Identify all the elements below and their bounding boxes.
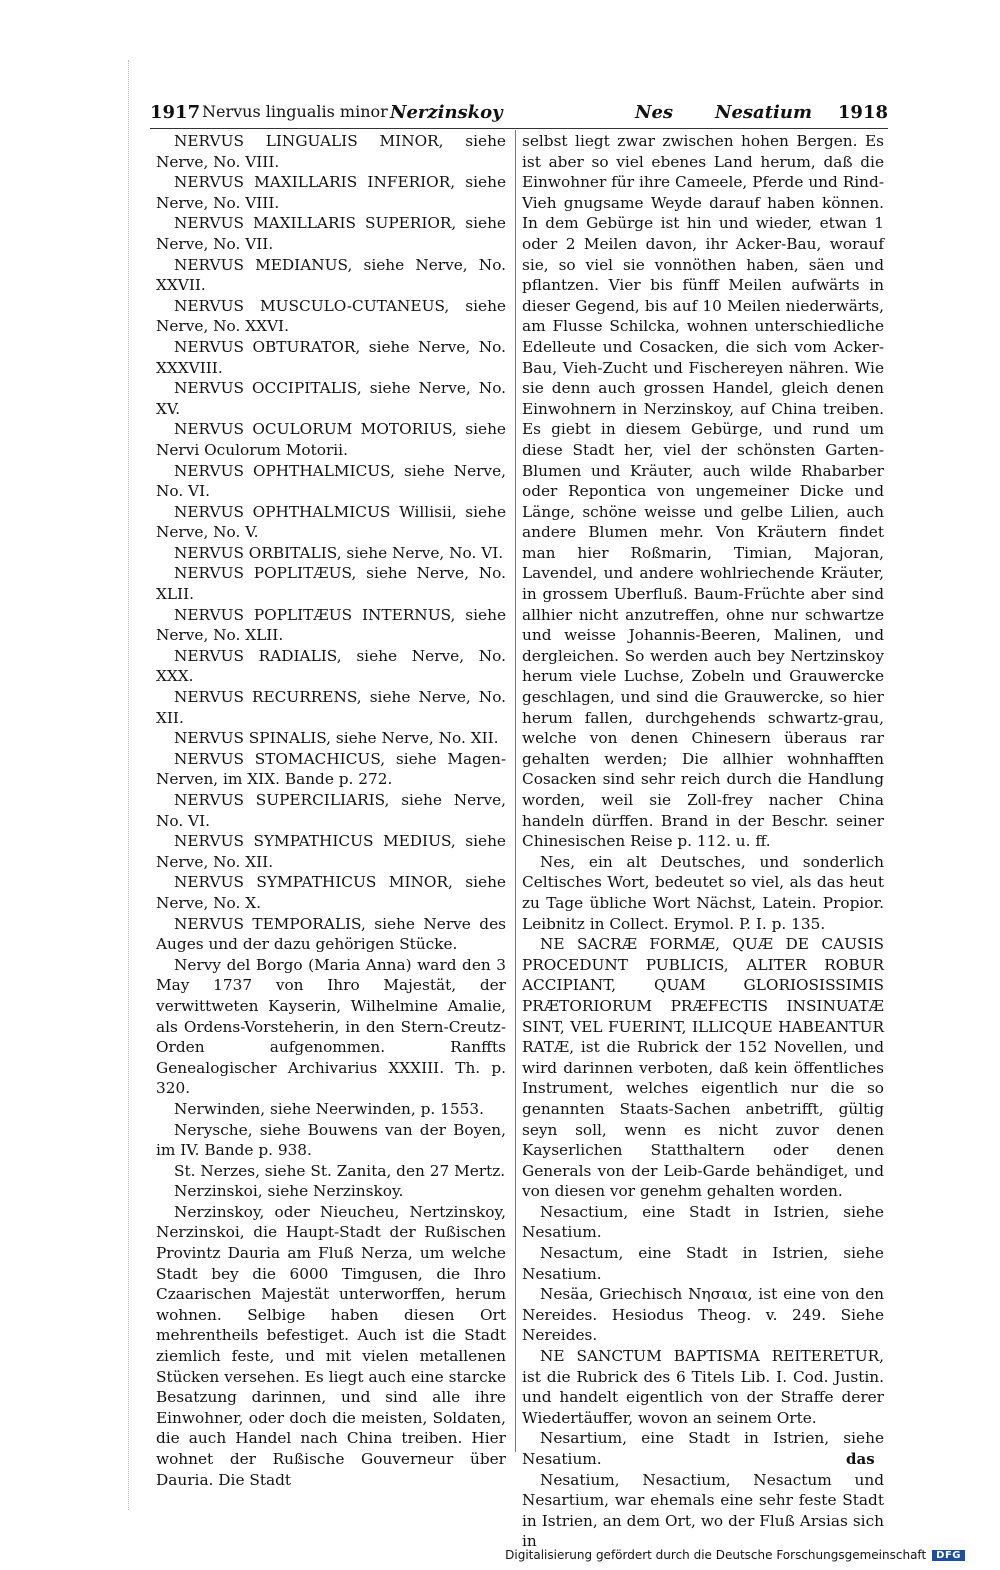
left-column bbox=[156, 131, 506, 1490]
entry: Nesartium, eine Stadt in Istrien, siehe Nesatium. bbox=[522, 1429, 884, 1468]
right-headword: Nes bbox=[635, 102, 674, 123]
left-headword: Nerzinskoy bbox=[390, 102, 503, 123]
entry: Nerzinskoi, siehe Nerzinskoy. bbox=[174, 1182, 404, 1201]
page-header bbox=[150, 102, 888, 130]
entry: Nesactium, eine Stadt in Istrien, siehe Nesatium. bbox=[522, 1202, 884, 1242]
entry: NERVUS POPLITÆUS, siehe Nerve, No. XLII. bbox=[156, 564, 506, 604]
entry: NERVUS OCULORUM MOTORIUS, siehe Nervi Oculorum Motorii. bbox=[156, 420, 506, 459]
entry: NERVUS MEDIANUS, siehe Nerve, No. XXVII. bbox=[156, 255, 506, 295]
right-column bbox=[522, 131, 884, 1552]
catchword: das bbox=[846, 1450, 875, 1468]
entry: NERVUS ORBITALIS, siehe Nerve, No. VI. bbox=[174, 543, 504, 562]
entry: St. Nerzes, siehe St. Zanita, den 27 Mertz. bbox=[174, 1161, 506, 1180]
footer-text: Digitalisierung gefördert durch die Deutsche Forschungsgemeinschaft bbox=[505, 1548, 927, 1562]
entry: Nesactum, eine Stadt in Istrien, siehe Nesatium. bbox=[522, 1244, 884, 1283]
left-running-title: Nervus lingualis minor bbox=[202, 102, 388, 121]
entry: NERVUS MUSCULO-CUTANEUS, siehe Nerve, No. XXVI. bbox=[156, 296, 506, 336]
entry: NERVUS SUPERCILIARIS, siehe Nerve, No. VI. bbox=[156, 791, 506, 830]
entry: NERVUS TEMPORALIS, siehe Nerve des Auges und der dazu gehörigen Stücke. bbox=[156, 914, 506, 954]
entry: NERVUS STOMACHICUS, siehe Magen-Nerven, im XIX. Bande p. 272. bbox=[156, 749, 506, 789]
entry: NERVUS OBTURATOR, siehe Nerve, No. XXXVIII. bbox=[156, 337, 506, 377]
entry: Nerwinden, siehe Neerwinden, p. 1553. bbox=[174, 1099, 484, 1118]
entry: NERVUS OCCIPITALIS, siehe Nerve, No. XV. bbox=[156, 379, 506, 418]
entry: Nervy del Borgo (Maria Anna) ward den 3 May 1737 von Ihro Majestät, der verwittweten Kayserin, Wilhelmine Amalie, als Ordens-Vorsteherin, in den Stern-Creutz-Orden aufgenommen. Ranffts Genealogischer Archivarius XXXIII. Th. p. 320. bbox=[156, 955, 506, 1098]
entry: Nesäa, Griechisch Νησαια, ist eine von den Nereides. Hesiodus Theog. v. 249. Siehe Nereides. bbox=[522, 1285, 884, 1345]
entry: NERVUS SYMPATHICUS MINOR, siehe Nerve, No. X. bbox=[156, 873, 506, 912]
page-edge-marks bbox=[128, 60, 131, 1510]
entry: NERVUS OPHTHALMICUS, siehe Nerve, No. VI. bbox=[156, 461, 506, 501]
left-page-number: 1917 bbox=[150, 102, 201, 123]
entry: NERVUS SPINALIS, siehe Nerve, No. XII. bbox=[174, 729, 499, 748]
entry: Nerzinskoy, oder Nieucheu, Nertzinskoy, Nerzinskoi, die Haupt-Stadt der Rußischen Provintz Dauria am Fluß Nerza, um welche Stadt bey die 6000 Timgusen, die Ihro Czaarischen Majestät unterworffen, herum wohnen. Selbige haben diesen Ort mehrentheils befestiget. Auch ist die Stadt ziemlich feste, und mit vielen metallenen Stücken versehen. Es liegt auch eine starcke Besatzung darinnen, und sind alle ihre Einwohner, oder doch die meisten, Soldaten, die auch Handel nach China treiben. Hier wohnet der Rußische Gouverneur über Dauria. Die Stadt bbox=[156, 1202, 506, 1489]
entry: NERVUS MAXILLARIS INFERIOR, siehe Nerve, No. VIII. bbox=[156, 173, 506, 212]
entry: Nesatium, Nesactium, Nesactum und Nesartium, war ehemals eine sehr feste Stadt in Istrien, an dem Ort, wo der Fluß Arsias sich in bbox=[522, 1470, 884, 1551]
entry: NERVUS POPLITÆUS INTERNUS, siehe Nerve, No. XLII. bbox=[156, 605, 506, 645]
entry: Nerysche, siehe Bouwens van der Boyen, im IV. Bande p. 938. bbox=[156, 1120, 506, 1160]
right-running-title: Nesatium bbox=[715, 102, 812, 123]
entry: NERVUS MAXILLARIS SUPERIOR, siehe Nerve, No. VII. bbox=[156, 214, 506, 253]
entry: NERVUS OPHTHALMICUS Willisii, siehe Nerve, No. V. bbox=[156, 502, 506, 542]
entry: Nes, ein alt Deutsches, und sonderlich Celtisches Wort, bedeutet so viel, als das heut zu Tage übliche Wort Nächst, Latein. Propior. Leibnitz in Collect. Erymol. P. I. p. 135. bbox=[522, 852, 884, 933]
entry: NERVUS RECURRENS, siehe Nerve, No. XII. bbox=[156, 688, 506, 727]
entry: NE SACRÆ FORMÆ, QUÆ DE CAUSIS PROCEDUNT PUBLICIS, ALITER ROBUR ACCIPIANT, QUAM GLORIOSISSIMIS PRÆTORIORUM PRÆFECTIS INSINUATÆ SINT, VEL FUERINT, ILLICQUE HABEANTUR RATÆ, ist die Rubrick der 152 Novellen, und wird darinnen verboten, daß kein öffentliches Instrument, welches eigentlich nur die so genannten Staats-Sachen anbetrifft, gültig seyn soll, wenn es nicht zuvor denen Kayserlichen Statthaltern oder denen Generals von der Leib-Garde behändiget, und von diesen vor genehm gehalten worden. bbox=[522, 935, 884, 1201]
entry: NERVUS RADIALIS, siehe Nerve, No. XXX. bbox=[156, 646, 506, 686]
right-page-number: 1918 bbox=[837, 102, 888, 123]
column-separator bbox=[515, 130, 516, 1452]
footer bbox=[505, 1548, 965, 1562]
entry: NERVUS LINGUALIS MINOR, siehe Nerve, No. VIII. bbox=[156, 132, 506, 171]
entry: selbst liegt zwar zwischen hohen Bergen. Es ist aber so viel ebenes Land herum, daß die Einwohner für ihre Cameele, Pferde und Rind-Vieh gnugsame Weyde darauf haben können. In dem Gebürge ist hin und wieder, etwan 1 oder 2 Meilen davon, ihr Acker-Bau, worauf sie, so viel sie vonnöthen haben, säen und pflantzen. Vier bis fünff Meilen aufwärts in dieser Gegend, bis auf 10 Meilen niederwärts, am Flusse Schilcka, wohnen unterschiedliche Edelleute und Cosacken, die sich vom Acker-Bau, Vieh-Zucht und Fischereyen nähren. Wie sie denn auch grossen Handel, gleich denen Einwohnern in Nerzinskoy, auf China treiben. Es giebt in diesem Gebürge, und rund um diese Stadt her, viel der schönsten Garten-Blumen und Kräuter, auch wilde Rhabarber oder Repontica von ungemeiner Dicke und Länge, schöne weisse und gelbe Lilien, auch andere Blumen mehr. Von Kräutern findet man hier Roßmarin, Timian, Majoran, Lavendel, und andere wohlriechende Kräuter, in grossem Uberfluß. Baum-Früchte aber sind allhier nicht anzutreffen, ohne nur schwartze und weisse Johannis-Beeren, Malinen, und dergleichen. So werden auch bey Nertzinskoy herum viele Luchse, Zobeln und Grauwercke geschlagen, und sind die Grauwercke, so hier herum fallen, durchgehends schwartz-grau, welche von denen Chinesern überaus rar gehalten werden; Die allhier wohnhafften Cosacken sind sehr reich durch die Handlung worden, weil sie Zoll-frey nacher China handeln dürffen. Brand in der Beschr. seiner Chinesischen Reise p. 112. u. ff. bbox=[522, 132, 884, 851]
entry: NERVUS SYMPATHICUS MEDIUS, siehe Nerve, No. XII. bbox=[156, 832, 506, 871]
dfg-logo: DFG bbox=[932, 1550, 965, 1561]
entry: NE SANCTUM BAPTISMA REITERETUR, ist die Rubrick des 6 Titels Lib. I. Cod. Justin. und handelt eigentlich von der Straffe derer Wiedertäuffer, wovon an seinem Orte. bbox=[522, 1347, 884, 1427]
header-rule bbox=[150, 128, 888, 129]
